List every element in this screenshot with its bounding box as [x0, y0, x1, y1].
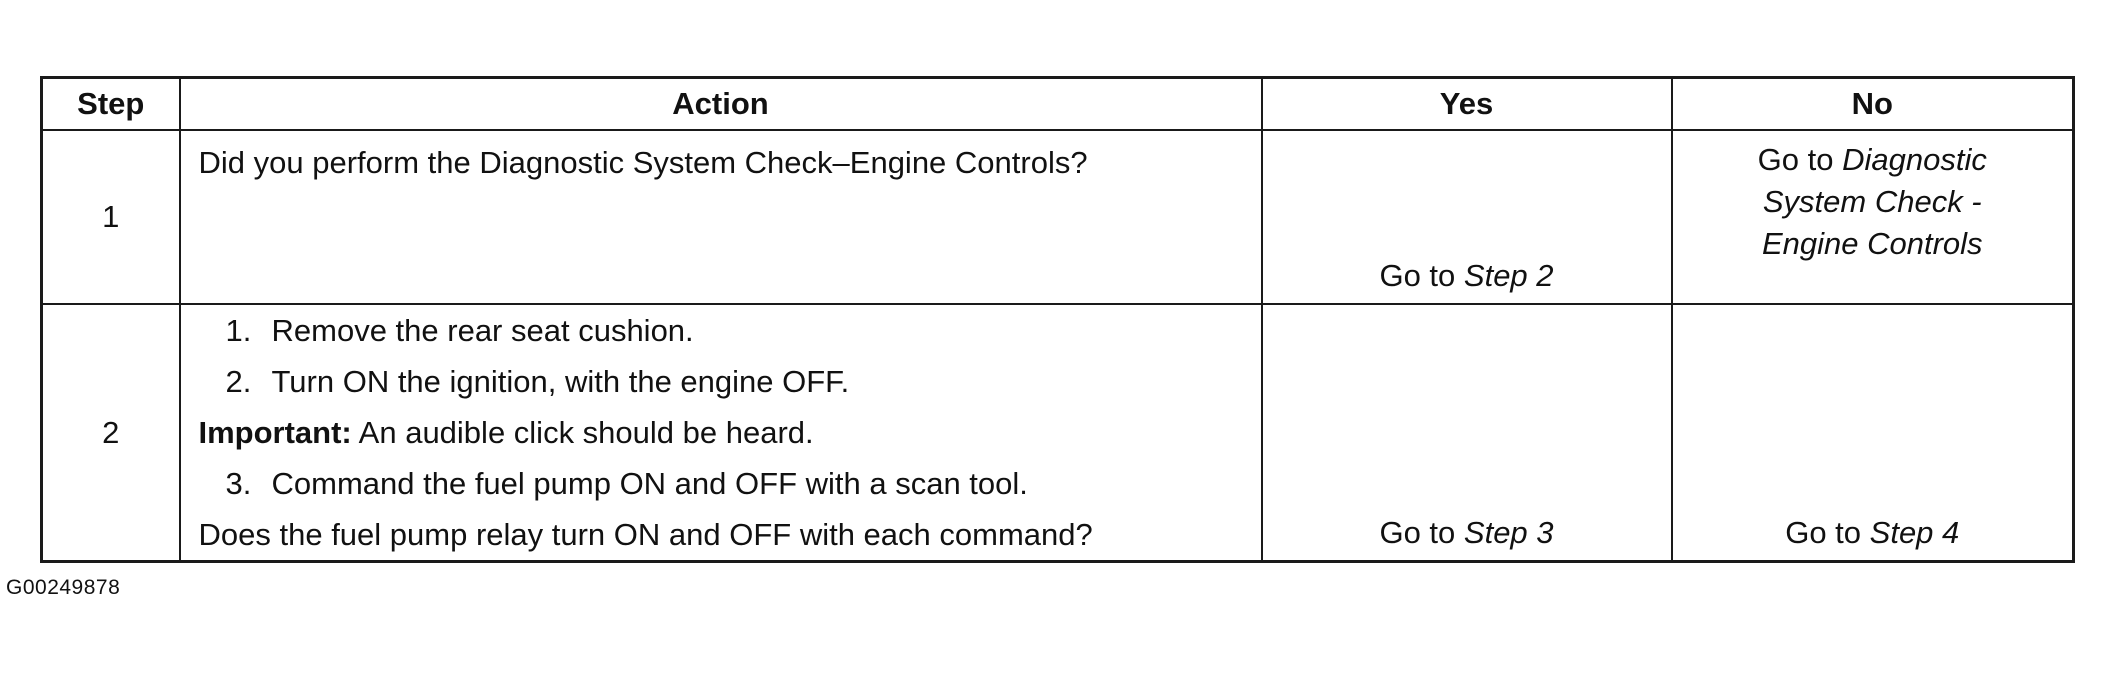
figure-id: G00249878	[6, 576, 121, 599]
action-item	[181, 458, 1261, 509]
action-item-text: Remove the rear seat cushion.	[271, 313, 694, 348]
action-item-number: 1.	[225, 313, 252, 348]
action-question: Does the fuel pump relay turn ON and OFF with each command?	[198, 517, 1093, 552]
yes-result	[1263, 250, 1671, 301]
header-row	[42, 78, 2074, 131]
table-row	[42, 130, 2074, 304]
important-note	[181, 407, 1261, 458]
action-question: Did you perform the Diagnostic System Check–Engine Controls?	[198, 145, 1088, 180]
no-result	[1673, 507, 2073, 558]
no-cell	[1672, 304, 2074, 562]
action-item-text: Turn ON the ignition, with the engine OFF.	[271, 364, 850, 399]
action-item-number: 2.	[225, 364, 252, 399]
action-item	[181, 356, 1261, 407]
action-cell	[180, 130, 1262, 304]
yes-target: Step 3	[1463, 515, 1554, 550]
important-text: An audible click should be heard.	[358, 415, 814, 450]
action-item	[181, 305, 1261, 356]
yes-cell	[1262, 304, 1672, 562]
yes-prefix: Go to	[1379, 258, 1456, 293]
yes-cell	[1262, 130, 1672, 304]
yes-prefix: Go to	[1379, 515, 1456, 550]
yes-result	[1263, 507, 1671, 558]
no-cell	[1672, 130, 2074, 304]
important-label: Important:	[198, 415, 352, 450]
yes-target: Step 2	[1463, 258, 1554, 293]
table-row	[42, 304, 2074, 562]
no-target-line2: System Check -	[1762, 184, 1982, 219]
action-item-number: 3.	[225, 466, 252, 501]
header-step: Step	[42, 78, 180, 131]
no-prefix: Go to	[1785, 515, 1862, 550]
no-target-line1: Diagnostic	[1842, 142, 1987, 177]
no-result	[1673, 131, 2073, 265]
step-number: 1	[42, 130, 180, 304]
header-no: No	[1672, 78, 2074, 131]
action-cell	[180, 304, 1262, 562]
no-prefix: Go to	[1757, 142, 1834, 177]
header-action: Action	[180, 78, 1262, 131]
no-target-line3: Engine Controls	[1761, 226, 1983, 261]
diagnostic-table	[40, 76, 2075, 563]
header-yes: Yes	[1262, 78, 1672, 131]
action-item-text: Command the fuel pump ON and OFF with a scan tool.	[271, 466, 1028, 501]
step-number: 2	[42, 304, 180, 562]
no-target: Step 4	[1869, 515, 1960, 550]
